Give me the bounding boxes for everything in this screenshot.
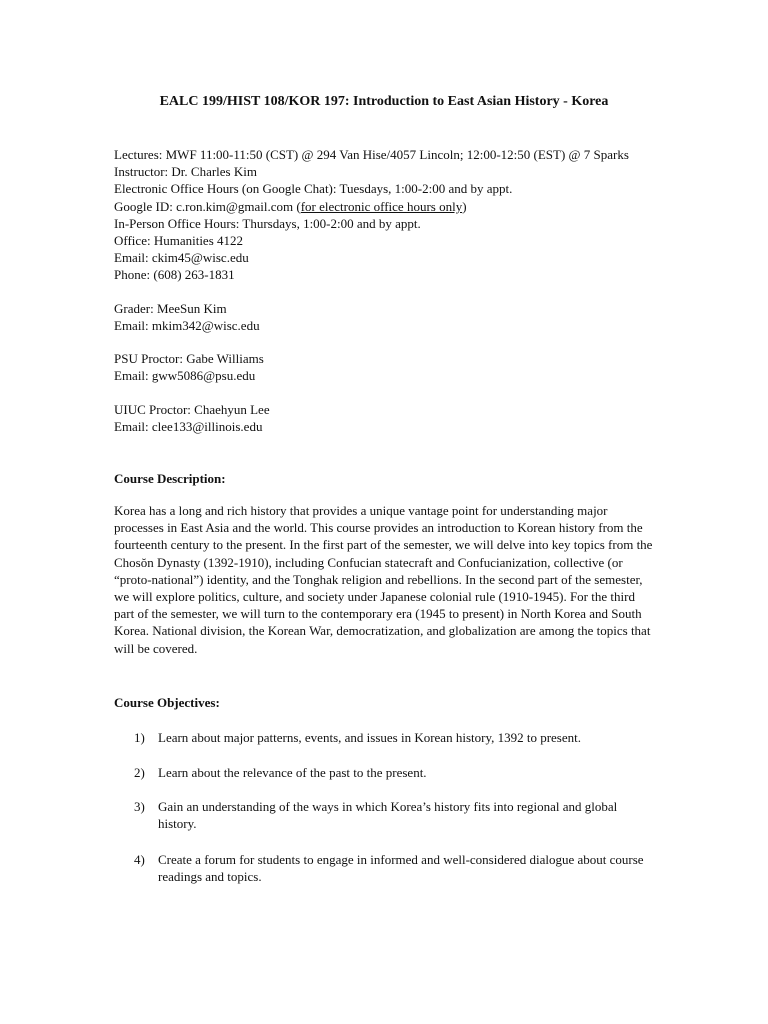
instructor-line: Instructor: Dr. Charles Kim (114, 164, 257, 180)
objective-item (114, 798, 654, 832)
objective-number: 3) (134, 799, 145, 814)
objective-text: Create a forum for students to engage in informed and well-considered dialogue about course readings and topics. (158, 852, 644, 885)
objective-text: Learn about major patterns, events, and issues in Korean history, 1392 to present. (158, 730, 581, 745)
google-id-text: Google ID: c.ron.kim@gmail.com ( (114, 198, 301, 214)
inperson-office-hours-line: In-Person Office Hours: Thursdays, 1:00-2:00 and by appt. (114, 215, 421, 231)
objective-number: 4) (134, 852, 145, 867)
objective-text: Gain an understanding of the ways in which Korea’s history fits into regional and global history. (158, 799, 618, 832)
uiuc-proctor-name: UIUC Proctor: Chaehyun Lee (114, 402, 270, 417)
lectures-line: Lectures: MWF 11:00-11:50 (CST) @ 294 Van Hise/4057 Lincoln; 12:00-12:50 (EST) @ 7 Sparks (114, 147, 629, 162)
grader-email: Email: mkim342@wisc.edu (114, 318, 260, 334)
objective-number: 2) (134, 765, 145, 780)
google-id-line (114, 198, 654, 215)
psu-proctor-info (114, 350, 654, 384)
objective-item (114, 851, 654, 885)
grader-info (114, 300, 654, 334)
page-title: EALC 199/HIST 108/KOR 197: Introduction to East Asian History - Korea (159, 94, 609, 109)
instructor-info (114, 146, 654, 284)
course-description (114, 502, 654, 657)
instructor-email: Email: ckim45@wisc.edu (114, 250, 249, 266)
objective-item (114, 729, 654, 746)
course-description-heading (114, 470, 654, 487)
psu-proctor-name: PSU Proctor: Gabe Williams (114, 351, 264, 366)
uiuc-proctor-email: Email: clee133@illinois.edu (114, 419, 263, 435)
objective-number: 1) (134, 730, 145, 745)
uiuc-proctor-info (114, 401, 654, 435)
grader-name: Grader: MeeSun Kim (114, 301, 227, 316)
instructor-phone: Phone: (608) 263-1831 (114, 267, 235, 283)
objective-text: Learn about the relevance of the past to the present. (158, 765, 427, 780)
electronic-office-hours-line: Electronic Office Hours (on Google Chat): Tuesdays, 1:00-2:00 and by appt. (114, 181, 513, 197)
course-description-text: Korea has a long and rich history that provides a unique vantage point for understanding major processes in East Asia and the world. This course provides an introduction to Korean history from the fourteenth century to the present. In the first part of the semester, we will delve into key topics from the Chosŏn Dynasty (1392-1910), including Confucian statecraft and Confucianization, collective (or “proto-national”) identity, and the Tonghak religion and rebellions. In the second part of the semester, we will explore politics, culture, and society under Japanese colonial rule (1910-1945). For the third part of the semester, we will turn to the contemporary era (1945 to present) in North Korea and South Korea. National division, the Korean War, democratization, and globalization are among the topics that will be covered. (114, 503, 653, 656)
course-objectives-heading (114, 694, 654, 711)
psu-proctor-email: Email: gww5086@psu.edu (114, 368, 256, 384)
google-id-note: for electronic office hours only (300, 198, 463, 214)
office-line: Office: Humanities 4122 (114, 233, 244, 249)
objective-item (114, 764, 654, 781)
google-id-close: ) (462, 198, 467, 214)
course-objectives-title: Course Objectives: (114, 695, 220, 710)
course-description-title: Course Description: (114, 471, 226, 486)
